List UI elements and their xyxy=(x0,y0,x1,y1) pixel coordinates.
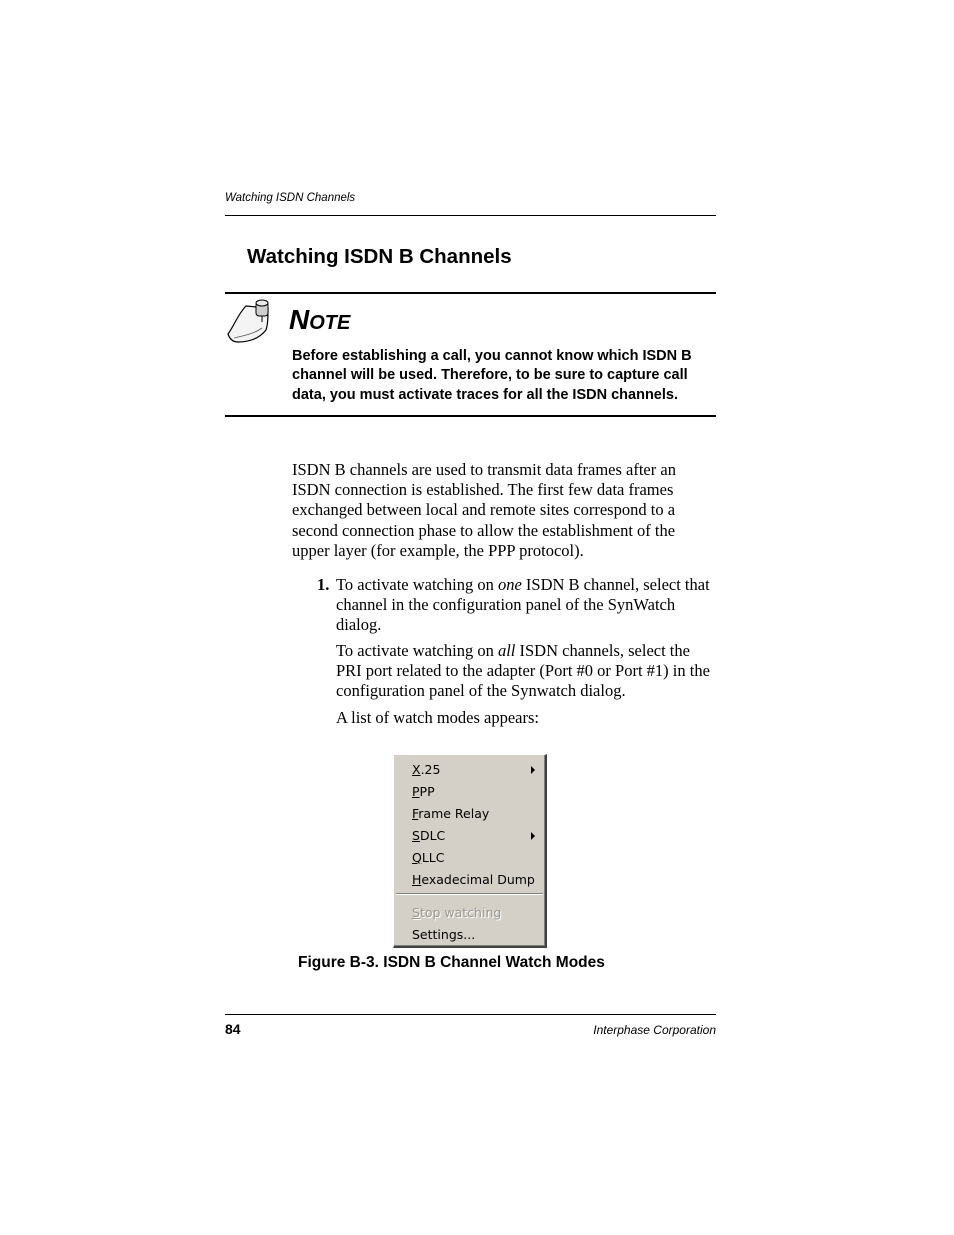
footer-company: Interphase Corporation xyxy=(593,1023,716,1037)
menu-item-label: X.25 xyxy=(412,762,441,777)
menu-item-hexadecimal-dump[interactable] xyxy=(394,869,545,891)
step-1-post: ISDN B channel, select that channel in the configuration panel of the SynWatch dialog. xyxy=(336,575,710,635)
menu-item-qllc[interactable] xyxy=(394,847,545,869)
menu-item-label: Stop watching xyxy=(412,905,502,920)
note-bottom-rule xyxy=(225,415,716,417)
menu-item-settings[interactable] xyxy=(394,924,545,946)
menu-item-label: SDLC xyxy=(412,828,446,843)
section-title: Watching ISDN B Channels xyxy=(247,245,512,268)
menu-item-sdlc[interactable] xyxy=(394,825,545,847)
note-heading xyxy=(289,306,350,334)
menu-item-x25[interactable] xyxy=(394,759,545,781)
menu-item-ppp[interactable] xyxy=(394,781,545,803)
page-number: 84 xyxy=(225,1021,241,1037)
step-1-emphasis: one xyxy=(497,575,522,594)
header-rule xyxy=(225,215,716,216)
step-2-emphasis: all xyxy=(497,641,516,660)
step-1-pre: To activate watching on xyxy=(336,575,498,594)
step-2-pre: To activate watching on xyxy=(336,641,498,660)
note-paper-icon xyxy=(224,298,278,346)
menu-separator xyxy=(396,893,543,895)
intro-paragraph: ISDN B channels are used to transmit data frames after an ISDN connection is established. The first few data frames exchanged between local and remote sites correspond to a second connection phase to allow the establishment of the upper layer (for example, the PPP protocol). xyxy=(292,460,676,560)
watch-modes-menu xyxy=(393,754,547,948)
menu-item-stop-watching xyxy=(394,902,545,924)
menu-item-label: PPP xyxy=(412,784,435,799)
menu-item-label: Settings... xyxy=(412,927,476,942)
menu-item-frame-relay[interactable] xyxy=(394,803,545,825)
menu-item-label: Hexadecimal Dump xyxy=(412,872,535,887)
step-2-post: ISDN channels, select the PRI port related to the adapter (Port #0 or Port #1) in the configuration panel of the Synwatch dialog. xyxy=(336,641,710,701)
submenu-arrow-icon xyxy=(531,766,535,774)
figure-caption: Figure B-3. ISDN B Channel Watch Modes xyxy=(298,954,605,971)
footer-rule xyxy=(225,1014,716,1015)
note-body: Before establishing a call, you cannot know which ISDN B channel will be used. Therefore, to be sure to capture call data, you must activate traces for all the ISDN channels. xyxy=(292,348,692,403)
note-heading-rest: OTE xyxy=(309,312,351,334)
step-number: 1. xyxy=(317,575,330,594)
step-2-text xyxy=(336,641,718,702)
step-3-text: A list of watch modes appears: xyxy=(336,708,539,727)
menu-item-label: QLLC xyxy=(412,850,445,865)
menu-item-label: Frame Relay xyxy=(412,806,490,821)
running-header: Watching ISDN Channels xyxy=(225,192,356,204)
note-top-rule xyxy=(225,292,716,294)
step-1-text xyxy=(336,575,718,636)
submenu-arrow-icon xyxy=(531,832,535,840)
note-heading-initial: N xyxy=(289,304,310,335)
